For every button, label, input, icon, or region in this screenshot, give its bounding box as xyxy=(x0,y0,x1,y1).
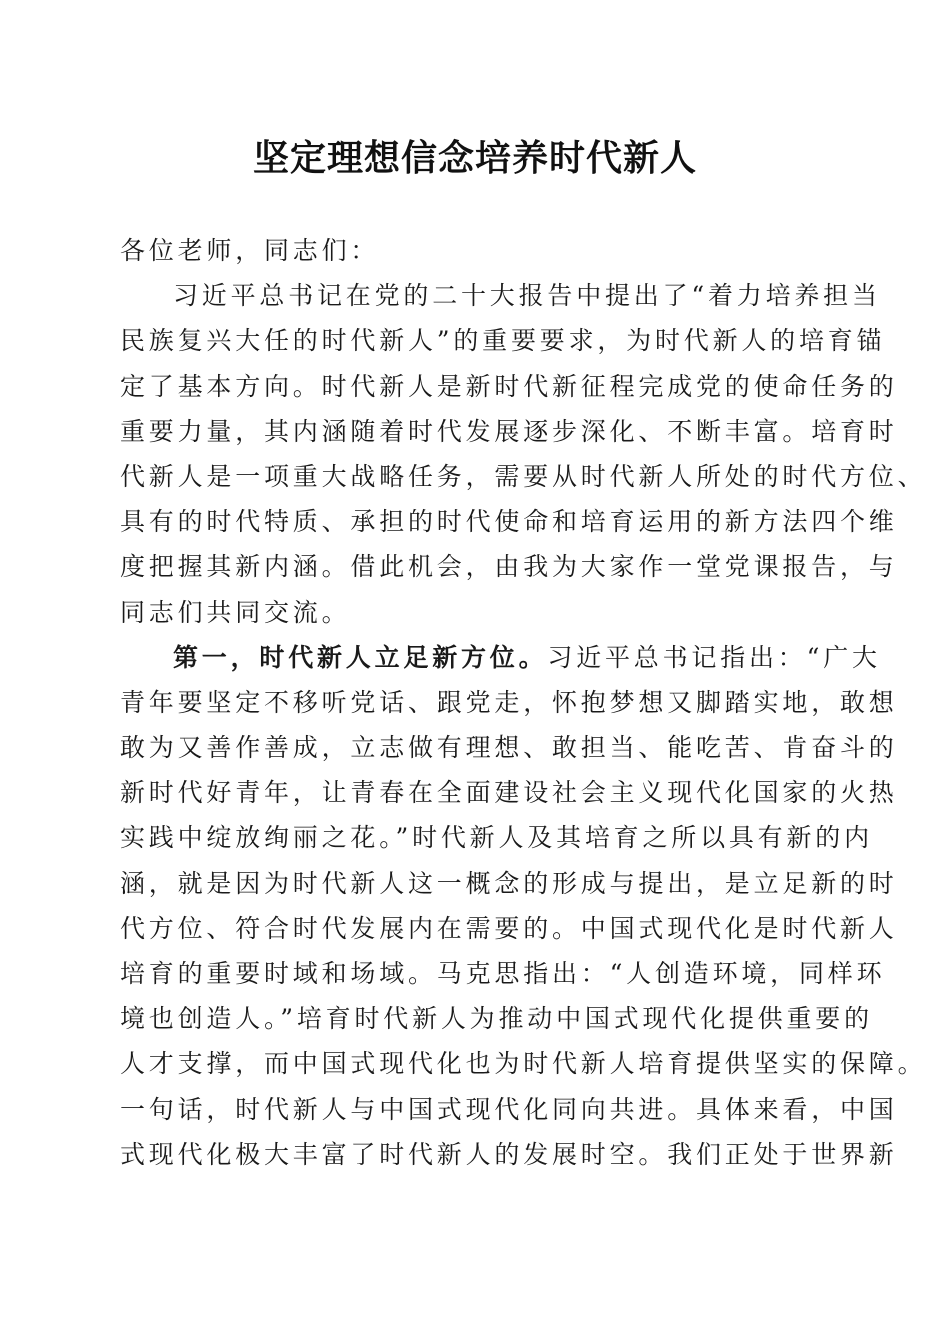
paragraph-text: 习近平总书记指出：“广大 xyxy=(547,642,881,672)
paragraph-line: 同志们共同交流。 xyxy=(120,597,351,627)
paragraph-line: 培育的重要时域和场域。马克思指出：“人创造环境，同样环 xyxy=(120,959,886,988)
document-body xyxy=(120,228,927,1177)
paragraph-line: 代方位、符合时代发展内在需要的。中国式现代化是时代新人 xyxy=(120,913,898,943)
paragraph-line: 人才支撑，而中国式现代化也为时代新人培育提供坚实的保障。 xyxy=(120,1049,927,1079)
section-heading: 第一，时代新人立足新方位。 xyxy=(173,642,548,672)
paragraph-line: 实践中绽放绚丽之花。”时代新人及其培育之所以具有新的内 xyxy=(120,823,873,853)
document-title: 坚定理想信念培养时代新人 xyxy=(252,137,697,179)
paragraph-line xyxy=(120,635,881,680)
paragraph-line: 习近平总书记在党的二十大报告中提出了“着力培养担当 xyxy=(173,281,881,311)
paragraph-line: 青年要坚定不移听党话、跟党走，怀抱梦想又脚踏实地，敢想 xyxy=(120,687,898,717)
paragraph-line: 式现代化极大丰富了时代新人的发展时空。我们正处于世界新 xyxy=(120,1139,898,1169)
salutation: 各位老师，同志们： xyxy=(120,236,380,265)
paragraph-line: 度把握其新内涵。借此机会，由我为大家作一堂党课报告，与 xyxy=(120,552,898,582)
paragraph-intro xyxy=(120,273,927,635)
paragraph-line: 涵，就是因为时代新人这一概念的形成与提出，是立足新的时 xyxy=(120,868,898,898)
paragraph-line: 境也创造人。”培育时代新人为推动中国式现代化提供重要的 xyxy=(120,1004,873,1034)
paragraph-line: 敢为又善作善成，立志做有理想、敢担当、能吃苦、肯奋斗的 xyxy=(120,733,898,763)
paragraph-line: 具有的时代特质、承担的时代使命和培育运用的新方法四个维 xyxy=(120,507,898,537)
paragraph-line: 代新人是一项重大战略任务，需要从时代新人所处的时代方位、 xyxy=(120,461,927,491)
paragraph-line: 一句话，时代新人与中国式现代化同向共进。具体来看，中国 xyxy=(120,1094,898,1124)
paragraph-first-point xyxy=(120,635,927,1177)
paragraph-line: 民族复兴大任的时代新人”的重要要求，为时代新人的培育锚 xyxy=(120,326,886,356)
paragraph-line: 新时代好青年，让青春在全面建设社会主义现代化国家的火热 xyxy=(120,778,898,808)
paragraph-line: 定了基本方向。时代新人是新时代新征程完成党的使命任务的 xyxy=(120,371,898,401)
paragraph-line: 重要力量，其内涵随着时代发展逐步深化、不断丰富。培育时 xyxy=(120,416,898,446)
